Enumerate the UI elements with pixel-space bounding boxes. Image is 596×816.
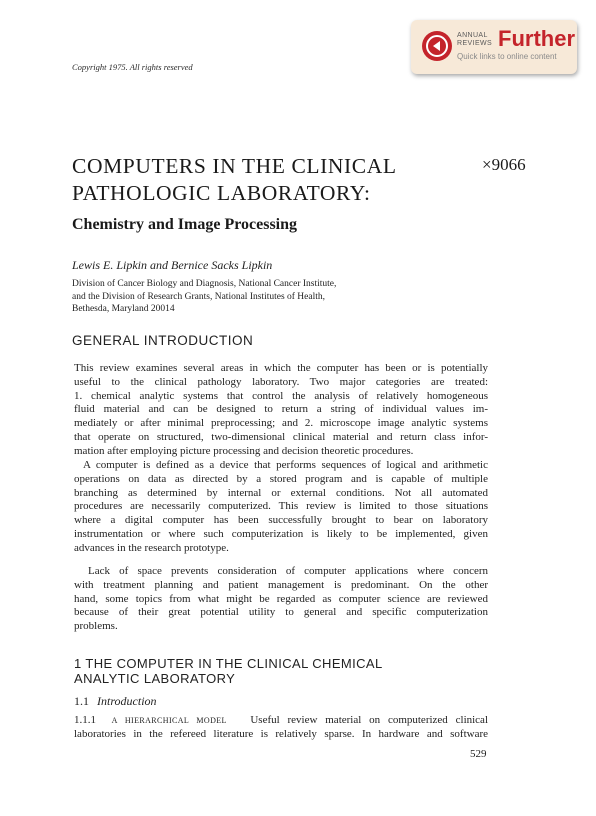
subsection-heading-1-1 (74, 694, 157, 709)
text-line: This review examines several areas in which the computer has been or is potentially (74, 362, 488, 374)
author-affiliation (72, 278, 336, 316)
author-list: Lewis E. Lipkin and Bernice Sacks Lipkin (72, 258, 273, 272)
affiliation-line: and the Division of Research Grants, National Institutes of Health, (72, 291, 326, 302)
text-line: Lack of space prevents consideration of computer applications where concern (88, 565, 488, 577)
article-code: ×9066 (482, 155, 526, 174)
badge-further-text: Further (498, 26, 575, 51)
text-line: where a digital computer has been successfully brought to bear on laboratory (74, 514, 488, 527)
text-line: 1. chemical analytic systems that control the analysis of relatively homogeneous (74, 389, 488, 402)
text-line: fluid material and can be designed to return a string of individual values im- (74, 403, 488, 416)
annual-reviews-further-badge[interactable] (411, 20, 577, 74)
copyright-notice: Copyright 1975. All rights reserved (72, 62, 193, 72)
subsection-title: Introduction (97, 694, 157, 708)
paragraph-number: 1.1.1 (74, 714, 96, 726)
text-line: operations on data as directed by a stored program and is capable of multiple (74, 472, 488, 485)
text-line: useful to the clinical pathology laboratory. Two major categories are treated: (74, 375, 488, 388)
affiliation-line: Bethesda, Maryland 20014 (72, 304, 175, 314)
text-line: laboratories in the refereed literature is relatively sparse. In hardware and software (74, 727, 488, 740)
paragraph-text: Useful review material on computerized clinical (250, 714, 488, 726)
paper-title (72, 153, 397, 207)
text-line (74, 714, 488, 728)
title-line: PATHOLOGIC LABORATORY: (72, 181, 371, 205)
section-heading-line: 1 THE COMPUTER IN THE CLINICAL CHEMICAL (74, 656, 383, 671)
text-line: advances in the research prototype. (74, 541, 229, 554)
back-arrow-icon (422, 31, 452, 61)
paragraph-4 (74, 714, 488, 742)
subsection-number: 1.1 (74, 694, 89, 708)
text-line: problems. (74, 620, 118, 633)
text-line: procedures are necessarily computerized. This review is limited to those situations (74, 500, 488, 513)
text-line: branching as determined by internal or external conditions. Not all automated (74, 486, 488, 499)
badge-reviews-text: REVIEWS (457, 40, 493, 47)
page-number: 529 (470, 748, 487, 760)
paragraph-2 (74, 459, 488, 556)
affiliation-line: Division of Cancer Biology and Diagnosis, National Cancer Institute, (72, 279, 337, 289)
badge-tagline: Quick links to online content (457, 52, 557, 61)
text-line: with treatment planning and patient management is predominant. On the other (74, 578, 488, 591)
text-line: A computer is defined as a device that performs sequences of logical and arithmetic (83, 459, 488, 471)
text-line: hand, some topics from what might be regarded as computer science are reviewed (74, 592, 488, 605)
section-heading-general-introduction: GENERAL INTRODUCTION (72, 333, 254, 348)
text-line: that operate on structured, two-dimensional clinical material and return class infor- (74, 430, 488, 443)
section-heading-1 (74, 656, 383, 686)
section-heading-line: ANALYTIC LABORATORY (74, 671, 236, 686)
title-line: COMPUTERS IN THE CLINICAL (72, 154, 397, 178)
text-line: mation after employing picture processing and decision theoretic procedures. (74, 444, 414, 457)
text-line: instrumentation or where such computerization is likely to be implemented, given (74, 527, 488, 540)
paragraph-3 (74, 565, 488, 634)
text-line: because of their great potential utility to general and specific computerization (74, 606, 488, 619)
paragraph-1 (74, 362, 488, 459)
paper-subtitle: Chemistry and Image Processing (72, 216, 298, 233)
paragraph-heading: A HIERARCHICAL MODEL (111, 716, 227, 725)
text-line: mediately or after minimal preprocessing; and 2. microscope image analytic systems (74, 417, 488, 430)
badge-annual-text: ANNUAL (457, 32, 488, 39)
